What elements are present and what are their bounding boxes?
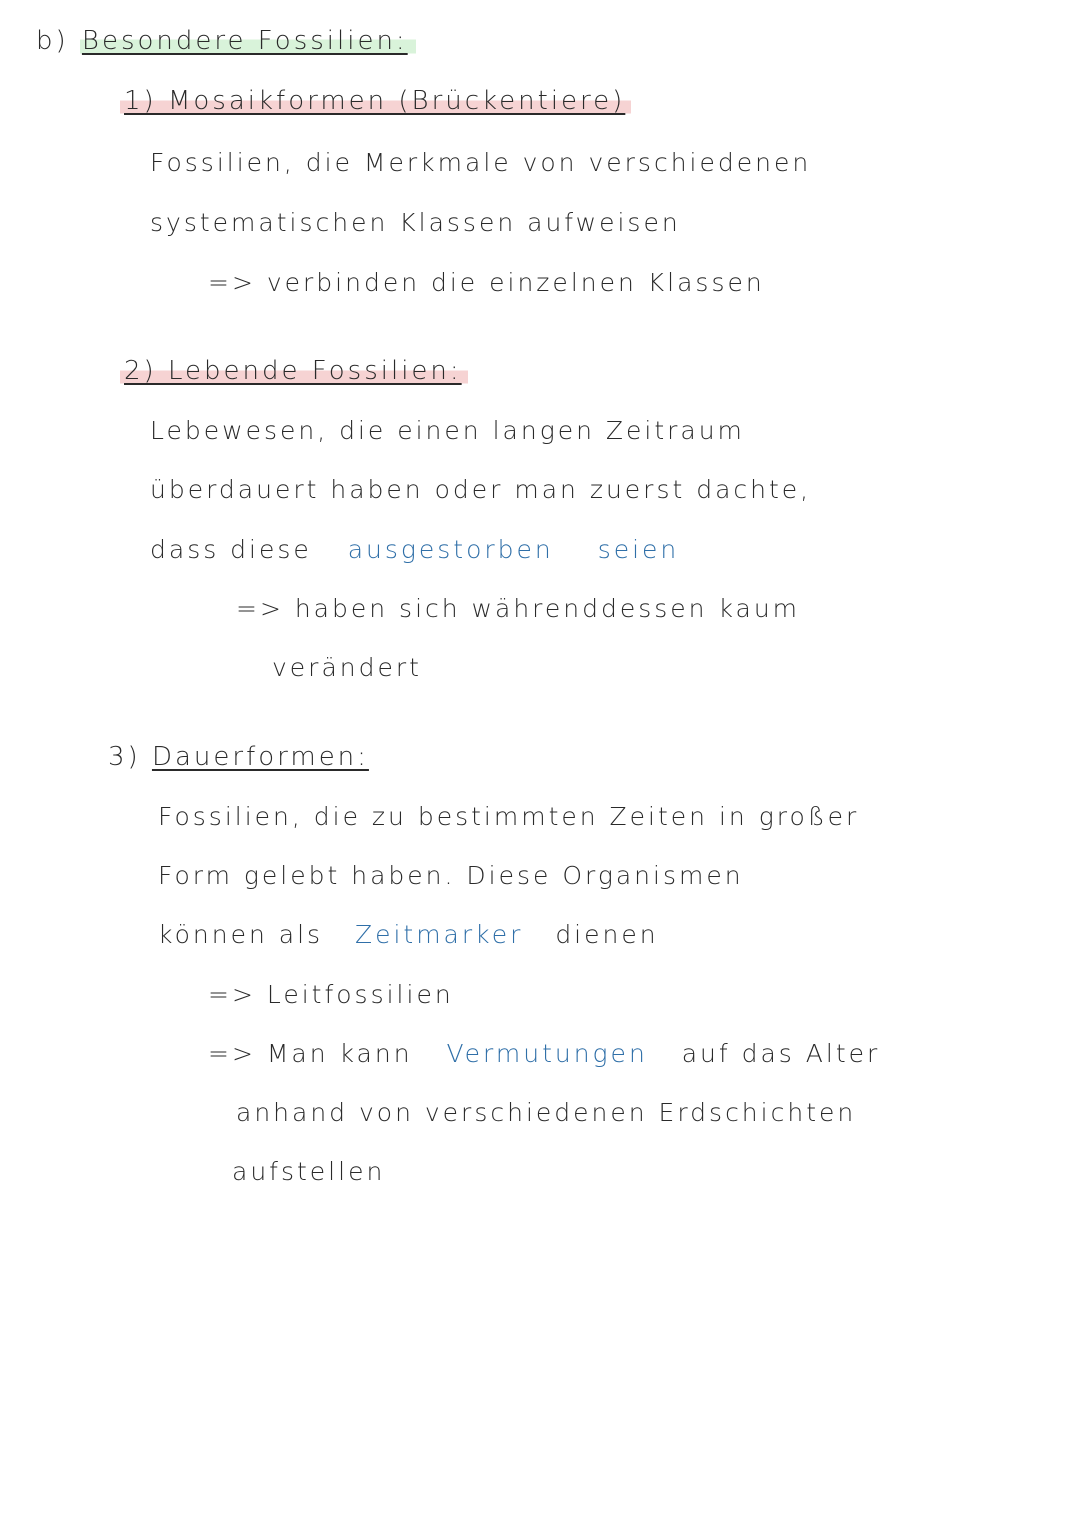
lebende-term-ausgestorben: ausgestorben — [347, 535, 554, 564]
dauer-line-3-text-b: dienen — [555, 920, 659, 949]
dauer-line-4: => Leitfossilien — [208, 980, 454, 1009]
lebende-line-5: verändert — [272, 653, 422, 682]
lebende-term-seien: seien — [597, 535, 680, 564]
dauer-heading — [108, 742, 369, 772]
lebende-line-2: überdauert haben oder man zuerst dachte, — [150, 475, 812, 504]
dauer-line-3 — [158, 920, 659, 949]
dauer-line-1: Fossilien, die zu bestimmten Zeiten in großer — [158, 802, 860, 831]
lebende-line-3-text: dass diese — [150, 535, 312, 564]
dauer-line-5-text-b: auf das Alter — [681, 1039, 881, 1068]
lebende-line-4: => haben sich währenddessen kaum — [236, 594, 801, 623]
lebende-line-3 — [150, 535, 679, 564]
dauer-line-6: anhand von verschiedenen Erdschichten — [236, 1098, 857, 1127]
dauer-term-vermutungen: Vermutungen — [446, 1039, 648, 1068]
lebende-heading-text: 2) Lebende Fossilien: — [120, 356, 468, 386]
section-b-heading — [36, 26, 416, 56]
mosaik-line-2: systematischen Klassen aufweisen — [150, 208, 681, 237]
dauer-line-5-text-a: => Man kann — [208, 1039, 413, 1068]
mosaik-heading — [120, 86, 631, 116]
mosaik-line-3: => verbinden die einzelnen Klassen — [208, 268, 765, 297]
lebende-line-1: Lebewesen, die einen langen Zeitraum — [150, 416, 745, 445]
mosaik-line-1: Fossilien, die Merkmale von verschiedenen — [150, 148, 812, 177]
dauer-line-2: Form gelebt haben. Diese Organismen — [158, 861, 744, 890]
section-b-title: Besondere Fossilien: — [80, 26, 416, 56]
dauer-line-5 — [208, 1039, 880, 1068]
mosaik-heading-text: 1) Mosaikformen (Brückentiere) — [120, 86, 631, 116]
dauer-term-zeitmarker: Zeitmarker — [354, 920, 524, 949]
dauer-line-7: aufstellen — [232, 1157, 386, 1186]
lebende-heading — [120, 356, 468, 386]
dauer-heading-text: Dauerformen: — [151, 742, 369, 772]
section-b-prefix: b) — [36, 26, 69, 56]
dauer-heading-num: 3) — [108, 742, 141, 772]
dauer-line-3-text-a: können als — [158, 920, 324, 949]
